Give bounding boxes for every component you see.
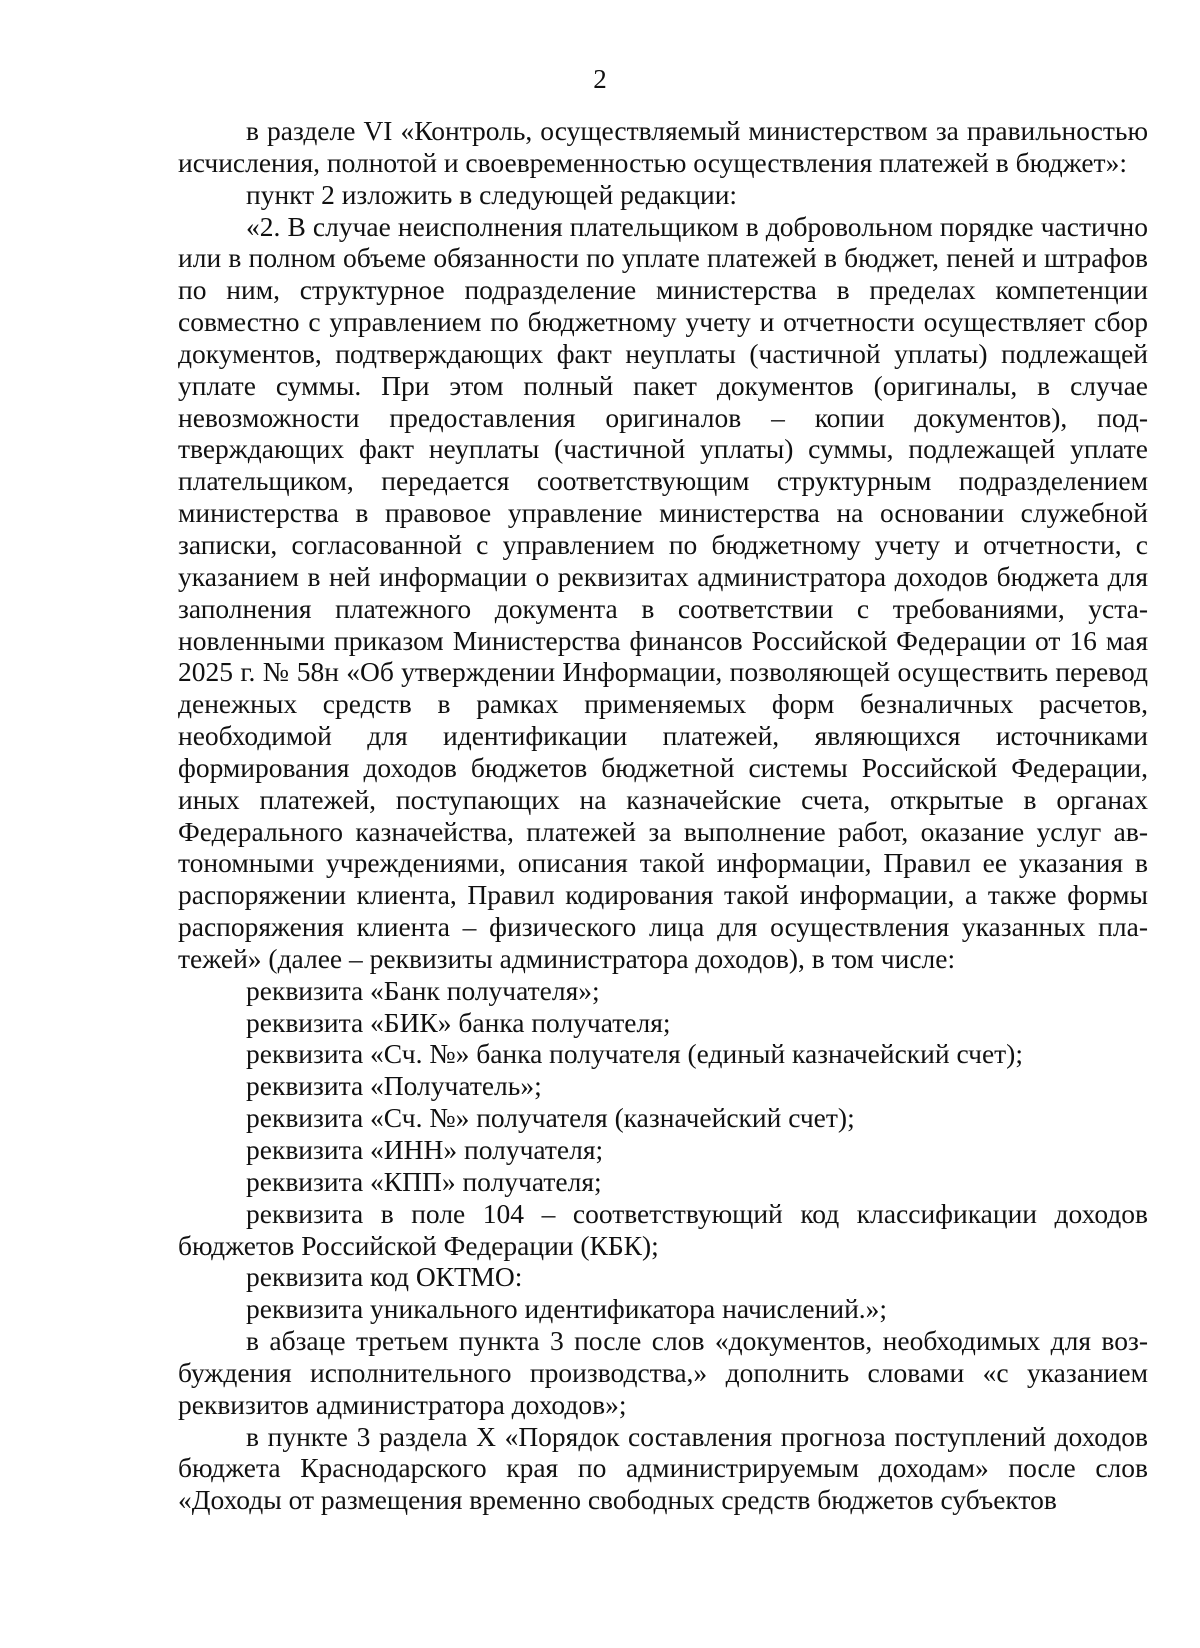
page-number: 2 bbox=[593, 64, 607, 94]
list-item-bank: реквизита «Банк получателя»; bbox=[246, 974, 600, 1006]
list-item-inn: реквизита «ИНН» получателя; bbox=[246, 1134, 604, 1165]
list-item-kpp: реквизита «КПП» получателя; bbox=[246, 1165, 602, 1197]
paragraph-point-2-text: «2. В случае неисполнения плательщиком в добровольном порядке частично или в полном объеме обязанности по уплате платежей в бюджет, пеней и штрафов по ним, структурное подразделение министерства в пределах компетенции совместно с управлением по бюджетному учету и отчетности осуществляет сбор документов, подтверждающих факт неуплаты (частичной уплаты) подлежащей уплате суммы. При этом полный пакет документов (оригиналы, в случае невозможности предоставления оригиналов – копии документов), подтверждающих факт неуплаты (частичной уплаты) суммы, подлежащей уплате плательщиком, передается соответствующим структурным подразделением министерства в правовое управление министерства на основании служебной записки, согласованной с управлением по бюджетному учету и отчетности, с указанием в ней информации о реквизитах администратора доходов бюджета для заполнения платежного документа в соответствии с требованиями, установленными приказом Министерства финансов Российской Федерации от 16 мая 2025 г. № 58н «Об утверждении Информации, позволяющей осуществить перевод денежных средств в рамках применяемых форм безналичных расчетов, необходимой для идентификации платежей, являющихся источниками формирования доходов бюджетов бюджетной системы Российской Федерации, иных платежей, поступающих на казначейские счета, открытые в органах Федерального казначейства, платежей за выполнение работ, оказание услуг автономными учреждениями, описания такой информации, Правил ее указания в распоряжении клиента, Правил кодирования такой информации, а также формы распоряжения клиента – физического лица для осуществления указанных платежей» (далее – реквизиты администратора доходов), в том числе: bbox=[178, 210, 1148, 974]
list-item-recipient: реквизита «Получатель»; bbox=[246, 1070, 542, 1102]
list-item-oktmo: реквизита код ОКТМО: bbox=[246, 1261, 523, 1293]
document-text bbox=[178, 115, 1148, 1516]
paragraph-point-2-instruction: пункт 2 изложить в следующей редакции: bbox=[246, 178, 738, 210]
list-item-bik: реквизита «БИК» банка получателя; bbox=[246, 1006, 671, 1038]
paragraph-section-vi-intro: в разделе VI «Контроль, осуществляемый министерством за правильностью исчисления, полнотой и своевременностью осуществления платежей в бюджет»: bbox=[178, 115, 1148, 178]
list-item-recipient-account: реквизита «Сч. №» получателя (казначейский счет); bbox=[246, 1102, 855, 1134]
paragraph-section-x-amendment: в пункте 3 раздела X «Порядок составления прогноза поступлений доходов бюджета Краснодарского края по администрируемым доходам» после слов «Доходы от размещения временно свободных средств бюджетов субъектов bbox=[178, 1420, 1148, 1516]
list-item-uin: реквизита уникального идентификатора начислений.»; bbox=[246, 1293, 888, 1325]
list-item-bank-account: реквизита «Сч. №» банка получателя (единый казначейский счет); bbox=[246, 1038, 1023, 1070]
paragraph-point-3-amendment: в абзаце третьем пункта 3 после слов «документов, необходимых для возбуждения исполнительного производства,» дополнить словами «с указанием реквизитов администратора доходов»; bbox=[178, 1325, 1148, 1420]
list-item-kbk: реквизита в поле 104 – соответствующий код классификации доходов бюджетов Российской Федерации (КБК); bbox=[178, 1197, 1148, 1261]
